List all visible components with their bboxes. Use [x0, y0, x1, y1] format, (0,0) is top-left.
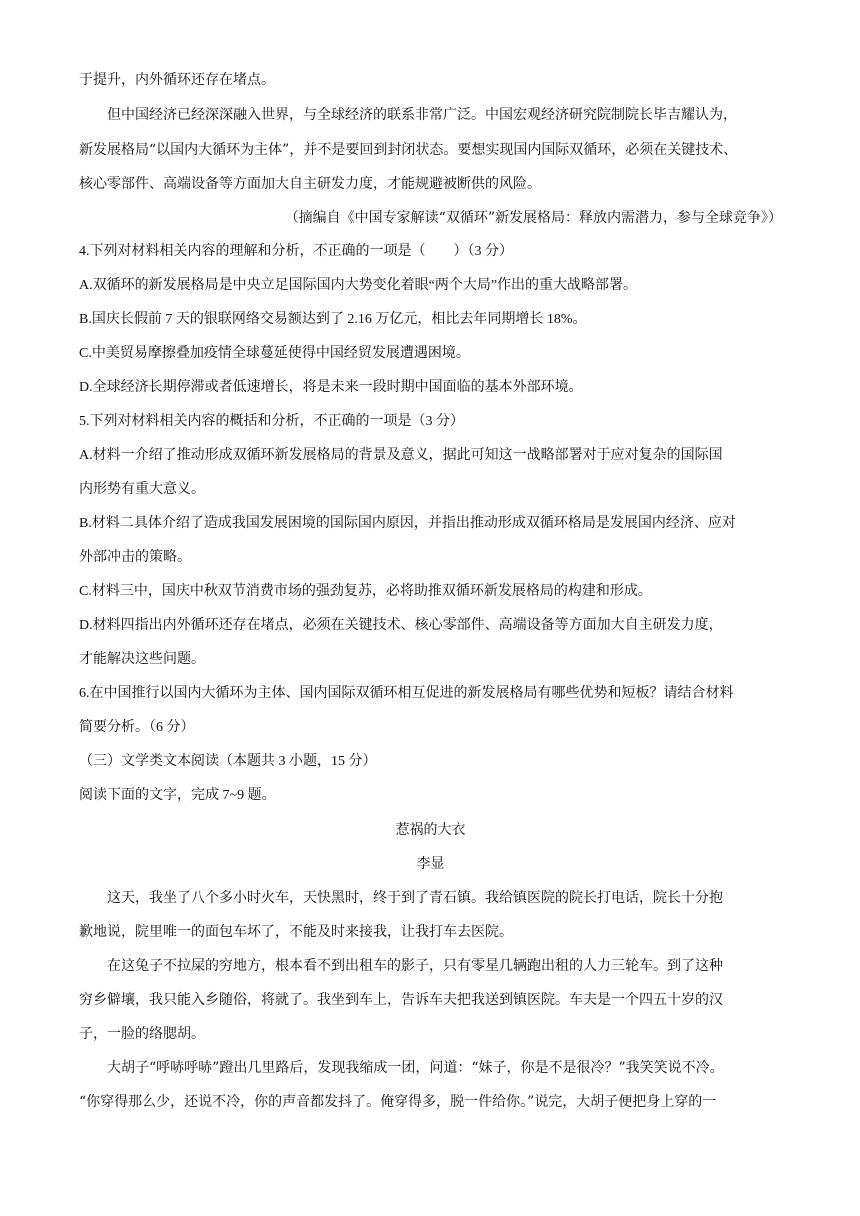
section-heading: （三）文学类文本阅读（本题共 3 小题，15 分）	[79, 754, 377, 769]
option-b-cont: 外部冲击的策略。	[79, 550, 191, 565]
option-b: B.材料二具体介绍了造成我国发展困境的国际国内原因，并指出推动形成双循环格局是发展国内经济、应对	[79, 516, 736, 531]
paragraph-line: 这天，我坐了八个多小时火车，天快黑时，终于到了青石镇。我给镇医院的院长打电话，院长十分抱	[107, 890, 723, 906]
option-a: A.双循环的新发展格局是中央立足国际国内大势变化着眼“两个大局”作出的重大战略部署。	[79, 278, 638, 293]
paragraph-line: “你穿得那么少，还说不冷，你的声音都发抖了。俺穿得多，脱一件给你。”说完，大胡子便把身上穿的一	[79, 1094, 717, 1110]
story-title: 惹祸的大衣	[395, 822, 466, 838]
question-4: 4.下列对材料相关内容的理解和分析，不正确的一项是（ ）（3 分）	[79, 244, 513, 259]
question-5: 5.下列对材料相关内容的概括和分析，不正确的一项是（3 分）	[79, 414, 464, 429]
option-d: D.全球经济长期停滞或者低速增长，将是未来一段时期中国面临的基本外部环境。	[79, 380, 583, 395]
instruction: 阅读下面的文字，完成 7~9 题。	[79, 788, 276, 803]
question-6: 6.在中国推行以国内大循环为主体、国内国际双循环相互促进的新发展格局有哪些优势和短板？请结合材料	[79, 686, 734, 701]
paragraph-line: 但中国经济已经深深融入世界，与全球经济的联系非常广泛。中国宏观经济研究院制院长毕吉耀认为，	[107, 107, 737, 123]
source-citation: （摘编自《中国专家解读“双循环”新发展格局：释放内需潜力，参与全球竞争》）	[284, 210, 782, 226]
option-b: B.国庆长假前 7 天的银联网络交易额达到了 2.16 万亿元，相比去年同期增长 18%。	[79, 312, 587, 327]
paragraph-line: 穷乡僻壤，我只能入乡随俗，将就了。我坐到车上，告诉车夫把我送到镇医院。车夫是一个四五十岁的汉	[79, 992, 723, 1008]
option-c: C.中美贸易摩擦叠加疫情全球蔓延使得中国经贸发展遭遇困境。	[79, 346, 470, 361]
option-c: C.材料三中，国庆中秋双节消费市场的强劲复苏，必将助推双循环新发展格局的构建和形成。	[79, 584, 652, 599]
paragraph-line: 核心零部件、高端设备等方面加大自主研发力度，才能规避被断供的风险。	[79, 176, 541, 192]
paragraph-line: 子，一脸的络腮胡。	[79, 1026, 205, 1042]
question-6-cont: 简要分析。（6 分）	[79, 720, 195, 735]
paragraph-line: 于提升，内外循环还存在堵点。	[79, 72, 275, 88]
paragraph-line: 大胡子“呼哧呼哧”蹬出几里路后，发现我缩成一团，问道：“妹子，你是不是很冷？”我笑笑说不冷。	[107, 1060, 724, 1076]
paragraph-line: 新发展格局“以国内大循环为主体”，并不是要回到封闭状态。要想实现国内国际双循环，必须在关键技术、	[79, 142, 738, 158]
option-d: D.材料四指出内外循环还存在堵点，必须在关键技术、核心零部件、高端设备等方面加大自主研发力度，	[79, 618, 723, 633]
option-a-cont: 内形势有重大意义。	[79, 482, 205, 497]
paragraph-line: 歉地说，院里唯一的面包车坏了，不能及时来接我，让我打车去医院。	[79, 924, 513, 940]
story-author: 李显	[416, 856, 445, 872]
option-d-cont: 才能解决这些问题。	[79, 652, 205, 667]
paragraph-line: 在这兔子不拉屎的穷地方，根本看不到出租车的影子，只有零星几辆跑出租的人力三轮车。到了这种	[107, 958, 723, 974]
option-a: A.材料一介绍了推动形成双循环新发展格局的背景及意义，据此可知这一战略部署对于应对复杂的国际国	[79, 448, 723, 463]
